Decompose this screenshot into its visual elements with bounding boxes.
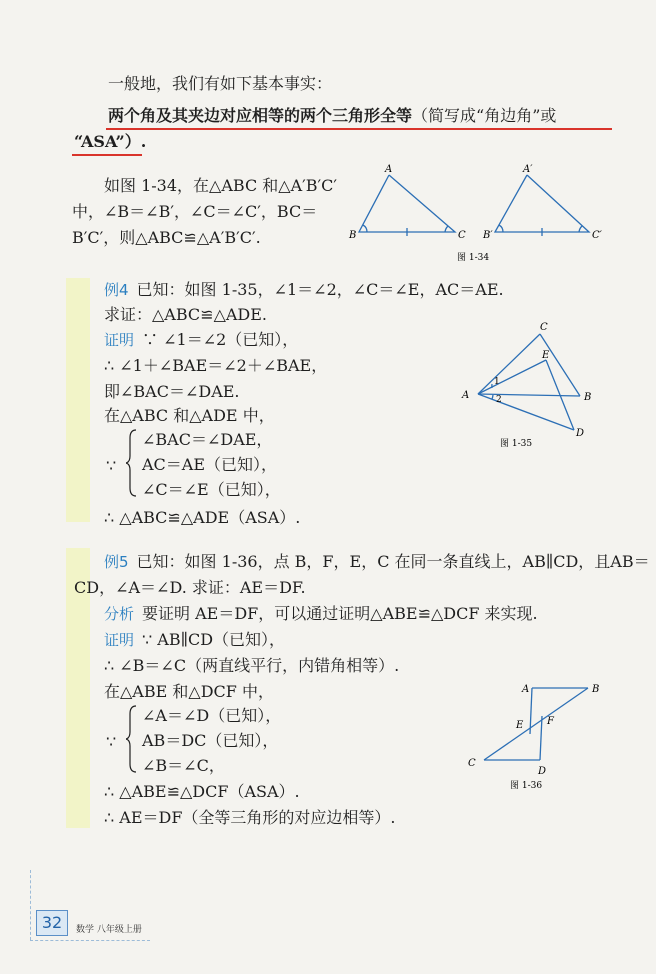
fig135-label: A bbox=[462, 390, 470, 401]
fig134-label: A bbox=[385, 164, 393, 175]
example5-analysis-text: 要证明 AE＝DF，可以通过证明△ABE≌△DCF 来实现. bbox=[142, 604, 538, 623]
example4-given: 已知：如图 1-35，∠1＝∠2，∠C＝∠E，AC＝AE. bbox=[136, 280, 504, 299]
triangle-abc bbox=[359, 175, 455, 232]
fig134-label: A′ bbox=[523, 164, 533, 175]
fig135-caption: 图 1-35 bbox=[500, 439, 533, 449]
asa-fact-bold: 两个角及其夹边对应相等的两个三角形全等 bbox=[108, 106, 413, 125]
example5-line-1 bbox=[104, 552, 650, 572]
example4-brace-2: AC＝AE（已知）， bbox=[142, 455, 278, 474]
example5-line-4: ∴ ∠B＝∠C（两直线平行，内错角相等）. bbox=[104, 656, 400, 675]
example5-step: ∵ AB∥CD（已知）， bbox=[142, 630, 286, 649]
footer-dash-left bbox=[30, 870, 31, 940]
figure-1-34 bbox=[345, 160, 615, 270]
example5-brace-2: AB＝DC（已知）， bbox=[142, 731, 279, 750]
asa-fact-line-1 bbox=[108, 106, 556, 126]
example5-conclusion-1: ∴ △ABE≌△DCF（ASA）. bbox=[104, 782, 300, 801]
fig135-label: E bbox=[542, 350, 550, 361]
example4-conclusion: ∴ △ABC≌△ADE（ASA）. bbox=[104, 508, 301, 527]
asa-fact-rest: （简写成“角边角”或 bbox=[412, 106, 557, 125]
example5-line-2: CD，∠A＝∠D. 求证：AE＝DF. bbox=[74, 578, 306, 597]
fig134-caption: 图 1-34 bbox=[457, 253, 490, 263]
example5-because: ∵ bbox=[106, 732, 117, 751]
example4-brace bbox=[126, 428, 138, 498]
page-number: 32 bbox=[36, 910, 68, 936]
fig134-text-3: B′C′，则△ABC≌△A′B′C′. bbox=[72, 228, 261, 247]
fig134-text-1: 如图 1-34，在△ABC 和△A′B′C′ bbox=[104, 176, 338, 195]
fig134-text-2: 中，∠B＝∠B′，∠C＝∠C′，BC＝ bbox=[72, 202, 318, 221]
example4-step: ∵ ∠1＝∠2（已知）， bbox=[142, 330, 299, 349]
example5-line-5: 在△ABE 和△DCF 中， bbox=[104, 682, 274, 701]
example5-brace-3: ∠B＝∠C， bbox=[142, 756, 225, 775]
fig136-label: D bbox=[538, 766, 547, 777]
example4-label: 例4 bbox=[104, 281, 129, 299]
triangle-a1b1c1 bbox=[495, 175, 589, 232]
fig136-label: E bbox=[516, 720, 524, 731]
example5-proof-label: 证明 bbox=[104, 631, 135, 649]
example4-because: ∵ bbox=[106, 456, 117, 475]
asa-underline-1 bbox=[106, 128, 612, 130]
example5-conclusion-2: ∴ AE＝DF（全等三角形的对应边相等）. bbox=[104, 808, 396, 827]
example4-line-6: 在△ABC 和△ADE 中， bbox=[104, 406, 275, 425]
fig135-label: 1 bbox=[494, 377, 500, 387]
example4-brace-1: ∠BAC＝∠DAE， bbox=[142, 430, 273, 449]
example5-given: 已知：如图 1-36，点 B，F，E，C 在同一条直线上，AB∥CD，且AB＝ bbox=[136, 552, 650, 571]
figure-1-35 bbox=[450, 318, 610, 458]
example5-label: 例5 bbox=[104, 553, 129, 571]
example4-sidebar bbox=[66, 278, 90, 522]
fig136-label: A bbox=[522, 684, 530, 695]
fig135-label: D bbox=[576, 428, 585, 439]
example5-brace-1: ∠A＝∠D（已知）， bbox=[142, 706, 282, 725]
fig136-label: B bbox=[592, 684, 600, 695]
fig134-label: B bbox=[349, 230, 357, 241]
fig135-label: B bbox=[584, 392, 592, 403]
asa-underline-2 bbox=[72, 154, 142, 156]
fig134-label: B′ bbox=[483, 230, 493, 241]
example5-brace bbox=[126, 704, 138, 774]
example5-line-3 bbox=[104, 630, 285, 650]
example4-line-3 bbox=[104, 330, 298, 350]
example4-line-2: 求证：△ABC≌△ADE. bbox=[104, 305, 268, 324]
example4-proof-label: 证明 bbox=[104, 331, 135, 349]
fig135-label: C bbox=[540, 322, 548, 333]
fig136-label: C bbox=[468, 758, 476, 769]
fig136-label: F bbox=[547, 716, 554, 727]
footer-dash-bottom bbox=[30, 940, 150, 941]
fig135-label: 2 bbox=[496, 395, 502, 405]
example4-brace-3: ∠C＝∠E（已知）， bbox=[142, 480, 281, 499]
fig134-label: C′ bbox=[592, 230, 602, 241]
example5-analysis bbox=[104, 604, 538, 624]
example4-line-4: ∴ ∠1＋∠BAE＝∠2＋∠BAE， bbox=[104, 356, 328, 375]
fig134-label: C bbox=[458, 230, 466, 241]
example4-line-1 bbox=[104, 280, 504, 300]
asa-fact-line-2: “ASA”）. bbox=[74, 132, 147, 151]
example5-analysis-label: 分析 bbox=[104, 605, 135, 623]
fig136-caption: 图 1-36 bbox=[510, 781, 543, 791]
example4-line-5: 即∠BAC＝∠DAE. bbox=[104, 382, 240, 401]
figure-1-36 bbox=[460, 676, 610, 796]
book-title: 数学 八年级上册 bbox=[76, 925, 142, 935]
intro-line: 一般地，我们有如下基本事实： bbox=[108, 74, 333, 93]
